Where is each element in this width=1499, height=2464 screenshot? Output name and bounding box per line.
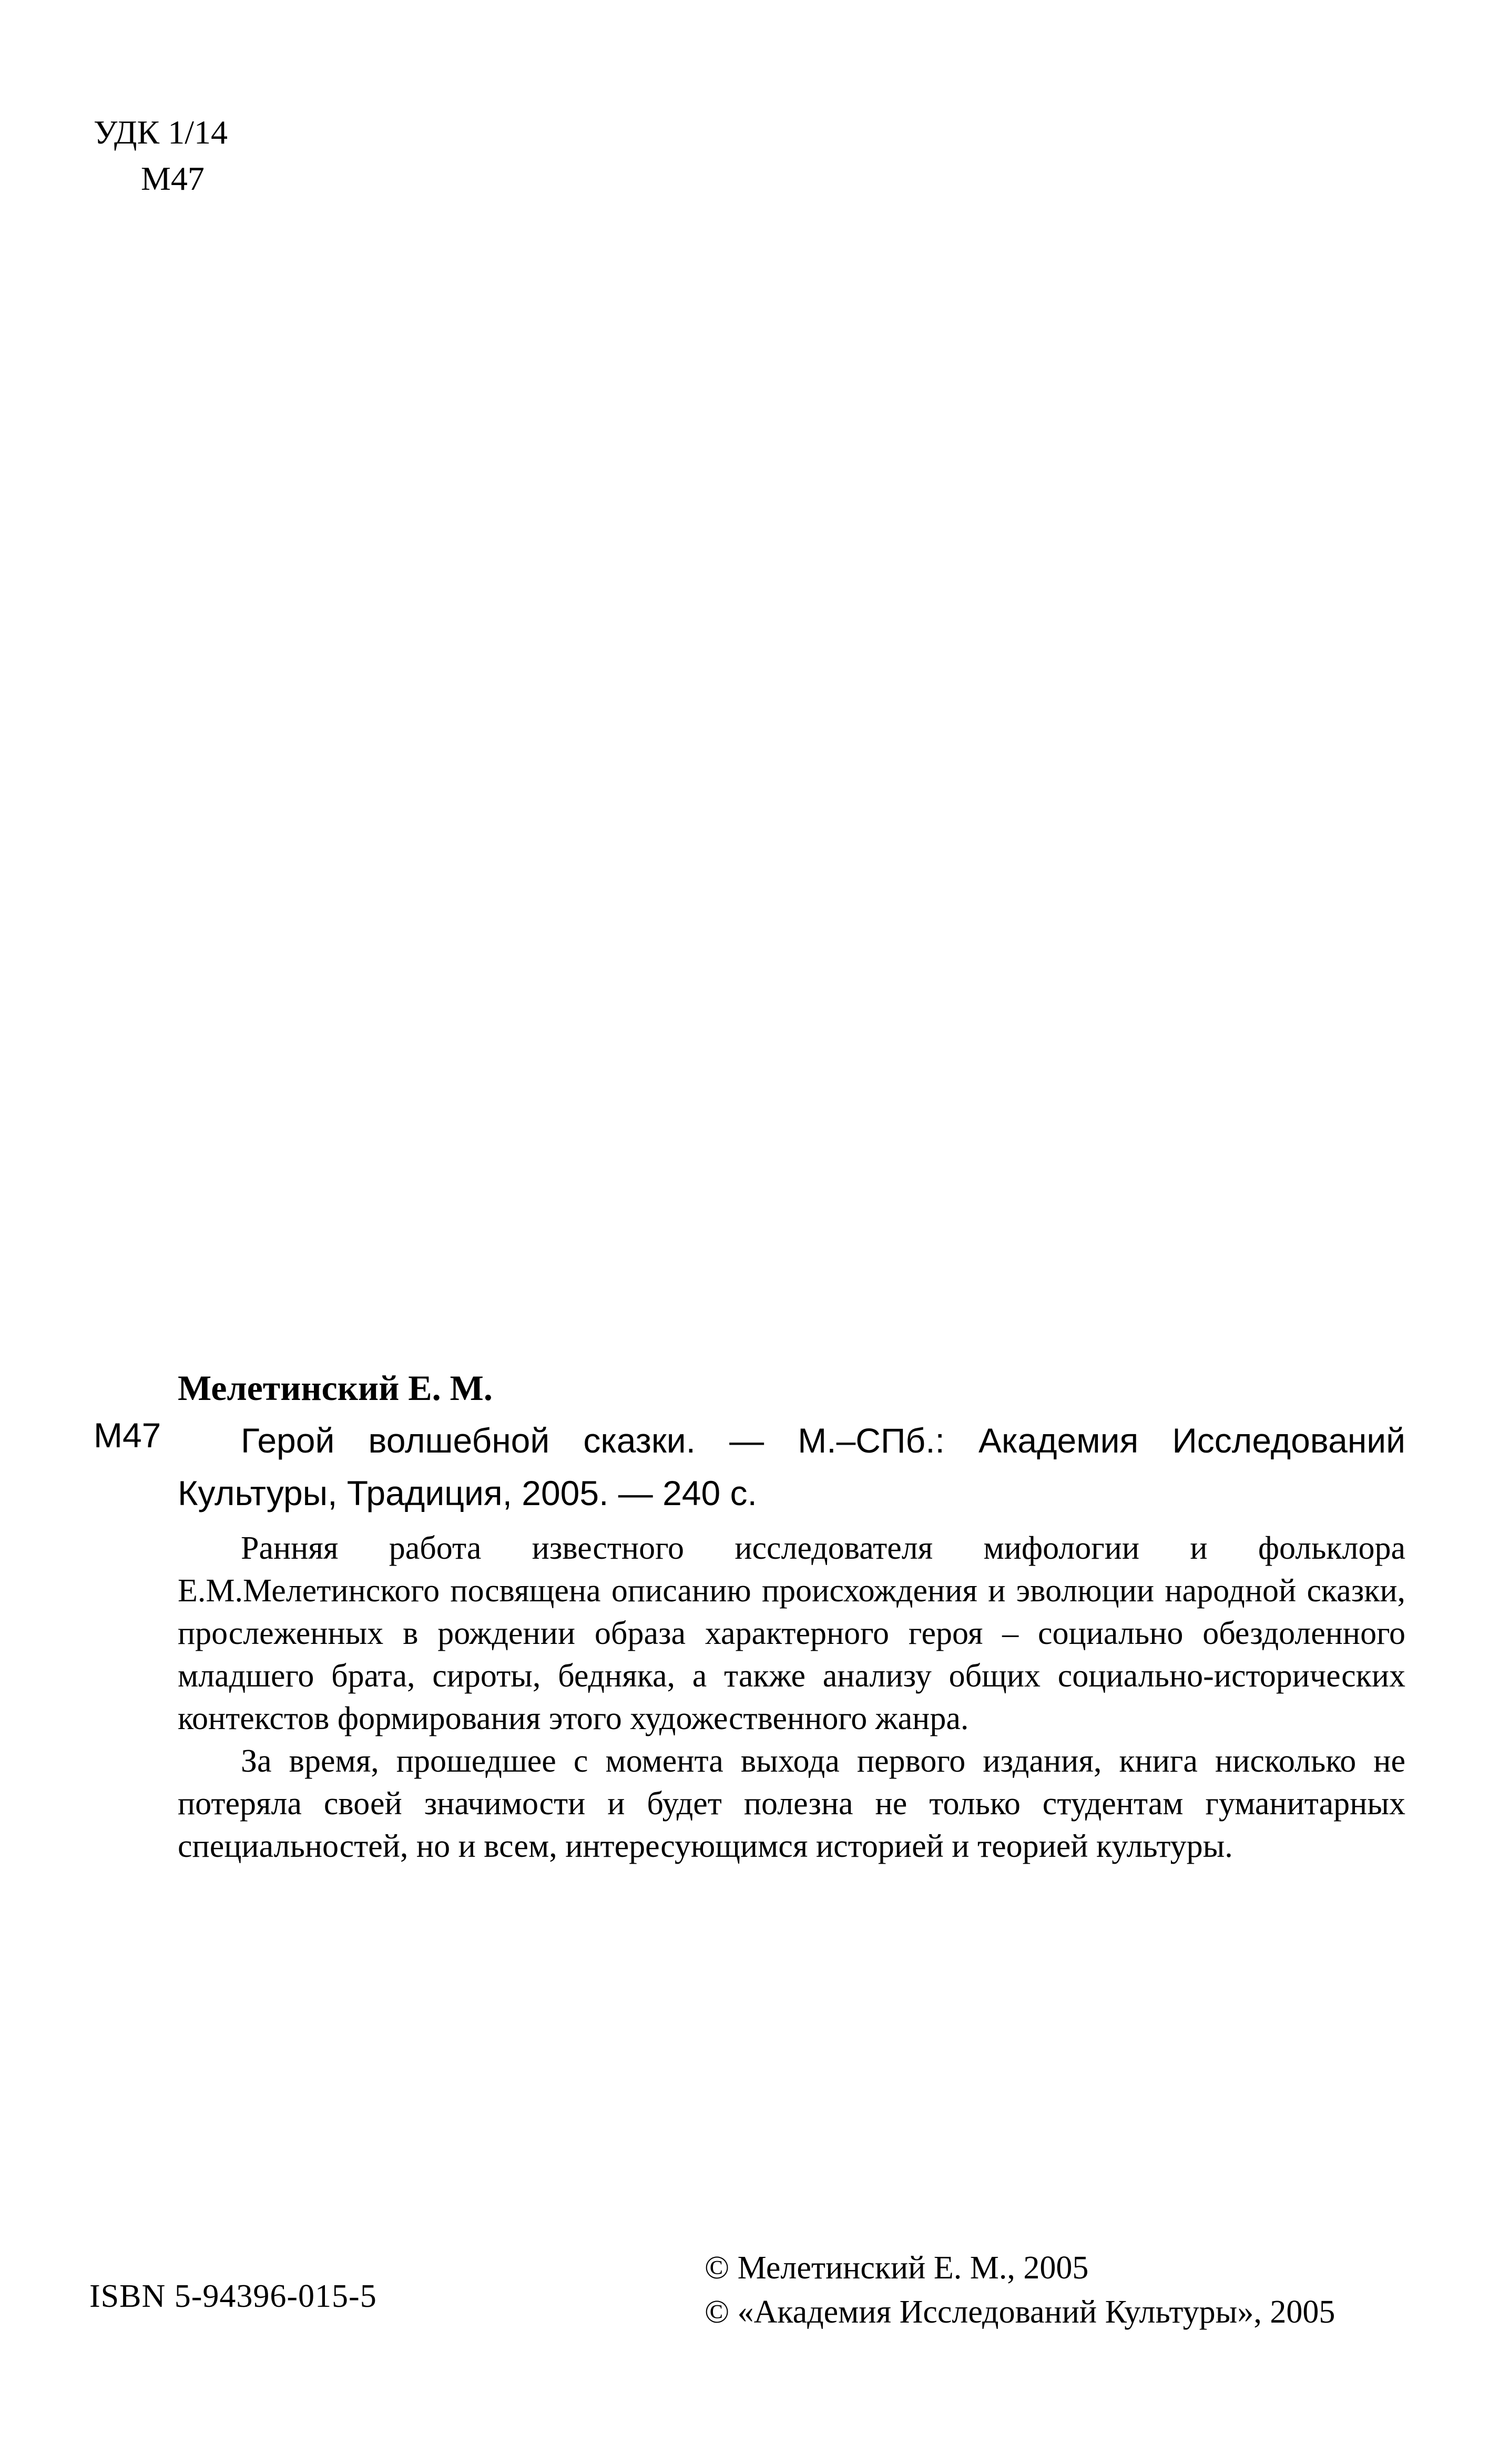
copyright-author: © Мелетинский Е. М., 2005 — [705, 2250, 1089, 2286]
copyright-publisher: © «Академия Исследований Культуры», 2005 — [705, 2294, 1335, 2330]
isbn: ISBN 5-94396-015-5 — [89, 2278, 377, 2314]
annotation-paragraph-2: За время, прошедшее с момента выхода первого издания, книга нисколько не потеряла своей значимости и будет полезна не только студентам гуманитарных специальностей, но и всем, интересующимся историей и теорией культуры. — [178, 1743, 1405, 1864]
annotation — [178, 1527, 1405, 1868]
author-mark: М47 — [141, 160, 205, 197]
record-author: Мелетинский Е. М. — [178, 1368, 493, 1408]
record-title: Герой волшебной сказки. — М.–СПб.: Академия Исследований Культуры, Традиция, 2005. — 240 с. — [178, 1421, 1405, 1512]
annotation-paragraph-1: Ранняя работа известного исследователя мифологии и фольклора Е.М.Мелетинского посвящена описанию происхождения и эволюции народной сказки, прослеженных в рождении образа характерного героя – социально обездоленного младшего брата, сироты, бедняка, а также анализу общих социально-исторических контекстов формирования этого художественного жанра. — [178, 1530, 1405, 1736]
record-author-mark: М47 — [94, 1416, 161, 1455]
udk-code: УДК 1/14 — [94, 114, 228, 151]
udk-block — [94, 109, 228, 202]
copyright-block — [705, 2246, 1335, 2334]
